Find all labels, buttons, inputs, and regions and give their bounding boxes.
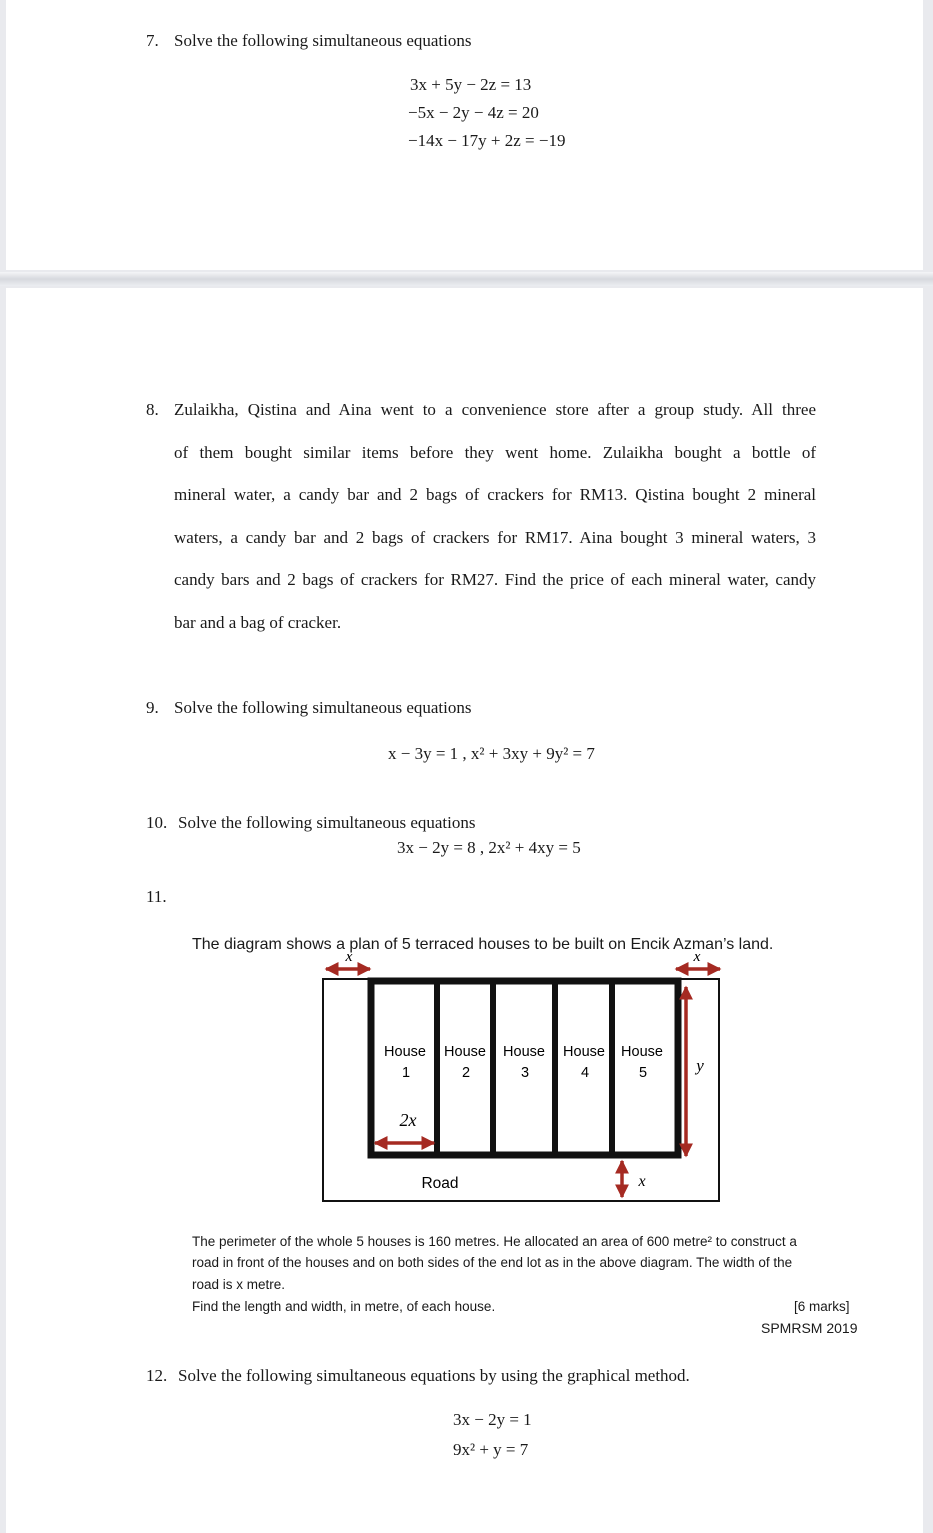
q12-text: Solve the following simultaneous equations by using the graphical method. xyxy=(178,1366,690,1385)
q10-number: 10. xyxy=(146,813,168,832)
page-2 xyxy=(6,288,923,1533)
house-4-number: 4 xyxy=(580,1065,590,1081)
house-5-number: 5 xyxy=(638,1065,648,1081)
q11-intro: The diagram shows a plan of 5 terraced houses to be built on Encik Azman’s land. xyxy=(192,936,774,953)
x-left-label: x xyxy=(345,954,353,965)
q10-equation: 3x − 2y = 8 , 2x² + 4xy = 5 xyxy=(397,838,581,857)
house-2-label: House xyxy=(444,1044,486,1060)
q11-para-line-3: road is x metre. xyxy=(192,1277,286,1292)
house-2-number: 2 xyxy=(461,1065,471,1081)
q12-equation-1: 3x − 2y = 1 xyxy=(453,1410,532,1429)
q7-equation-2: −5x − 2y − 4z = 20 xyxy=(408,103,539,122)
q11-para-line-2: road in front of the houses and on both sides of the end lot as in the above diagram. The width of the xyxy=(192,1255,793,1270)
q9-number: 9. xyxy=(146,698,159,717)
q12-equation-2: 9x² + y = 7 xyxy=(453,1440,529,1459)
house-1-label: House xyxy=(384,1044,426,1060)
road-width-label: x xyxy=(638,1173,646,1190)
q8-line-3: mineral water, a candy bar and 2 bags of crackers for RM13. Qistina bought 2 mineral xyxy=(174,485,816,504)
q9-equation: x − 3y = 1 , x² + 3xy + 9y² = 7 xyxy=(388,744,595,763)
q11-marks: [6 marks] xyxy=(794,1299,850,1314)
road-label: Road xyxy=(421,1175,459,1192)
y-label: y xyxy=(696,1056,704,1075)
q12-number: 12. xyxy=(146,1366,168,1385)
q7-number: 7. xyxy=(146,31,159,50)
q11-find: Find the length and width, in metre, of each house. xyxy=(192,1299,496,1314)
q8-line-1: Zulaikha, Qistina and Aina went to a convenience store after a group study. All three xyxy=(174,400,816,419)
q8-line-2: of them bought similar items before they went home. Zulaikha bought a bottle of xyxy=(174,442,816,462)
house-3-number: 3 xyxy=(520,1065,530,1081)
width-label: 2x xyxy=(399,1110,417,1130)
q8-number: 8. xyxy=(146,400,159,419)
q7-equation-3: −14x − 17y + 2z = −19 xyxy=(408,131,566,150)
terraced-houses-diagram xyxy=(306,954,736,1216)
q8-line-5: candy bars and 2 bags of crackers for RM27. Find the price of each mineral water, candy xyxy=(174,570,816,589)
q11-source: SPMRSM 2019 xyxy=(761,1320,858,1336)
q8-line-4: waters, a candy bar and 2 bags of crackers for RM17. Aina bought 3 mineral waters, 3 xyxy=(174,527,816,547)
page-separator xyxy=(0,272,933,286)
q8-paragraph xyxy=(174,389,816,644)
house-3-label: House xyxy=(503,1044,545,1060)
q11-para-line-1: The perimeter of the whole 5 houses is 160 metres. He allocated an area of 600 metre² to construct a xyxy=(192,1234,797,1249)
house-1-number: 1 xyxy=(401,1065,411,1081)
q7-text: Solve the following simultaneous equations xyxy=(174,31,472,50)
page-1 xyxy=(6,0,923,270)
q10-text: Solve the following simultaneous equations xyxy=(178,813,476,832)
q11-number: 11. xyxy=(146,887,167,906)
house-4-label: House xyxy=(563,1044,605,1060)
q8-line-6: bar and a bag of cracker. xyxy=(174,612,342,632)
house-5-label: House xyxy=(621,1044,663,1060)
q7-equation-1: 3x + 5y − 2z = 13 xyxy=(410,75,532,94)
q9-text: Solve the following simultaneous equations xyxy=(174,698,472,717)
x-right-label: x xyxy=(693,954,701,965)
land-boundary xyxy=(323,979,719,1201)
